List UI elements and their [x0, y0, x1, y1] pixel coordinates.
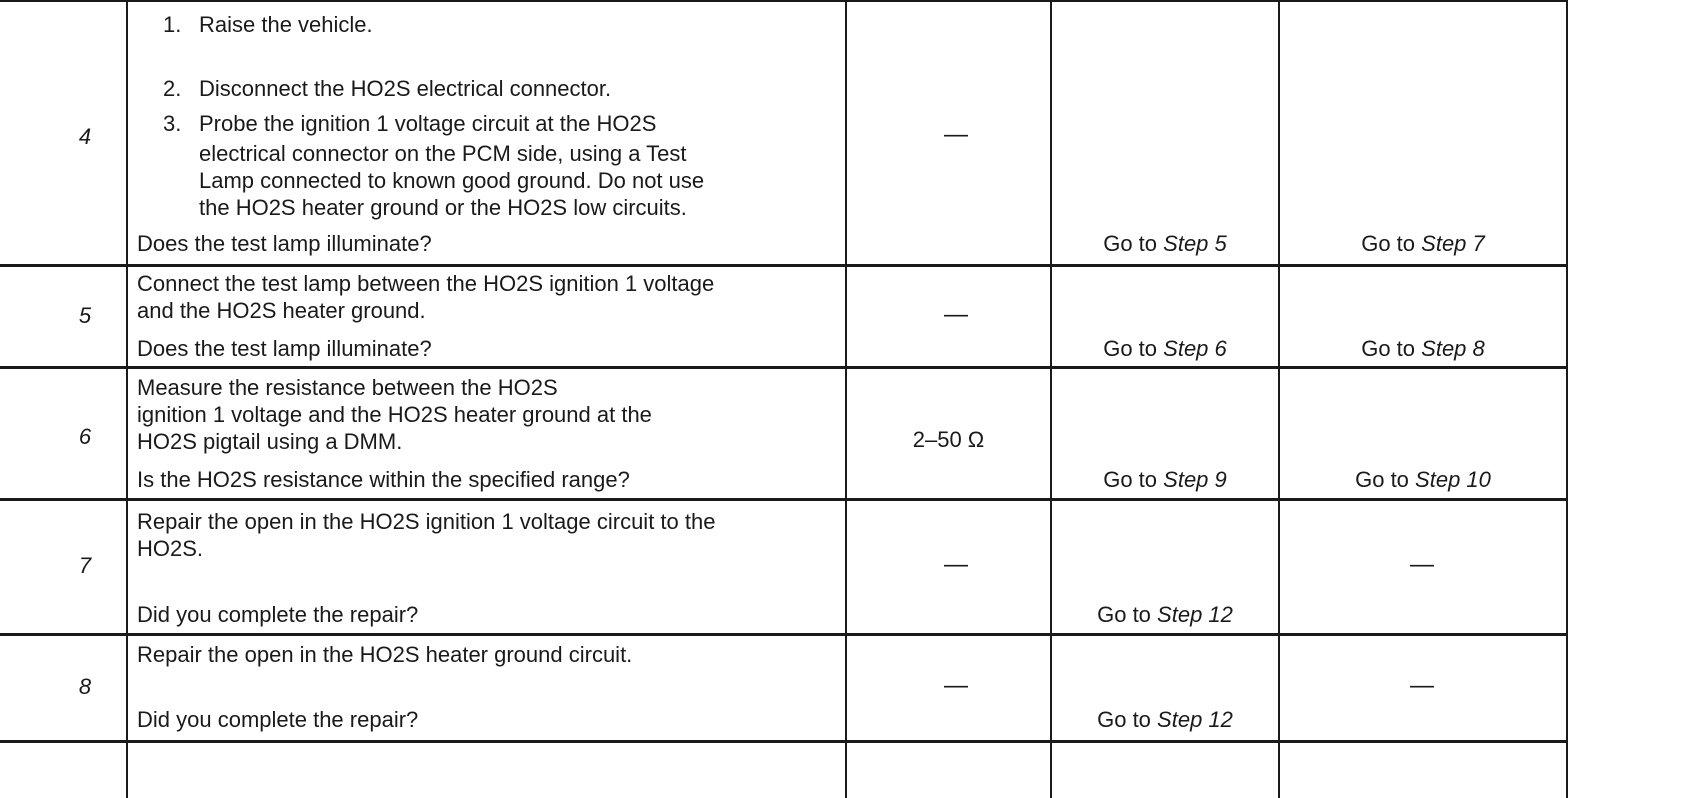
goto-step: Step 7: [1421, 231, 1485, 256]
value-cell: 2–50 Ω: [912, 427, 985, 452]
goto-prefix: Go to: [1361, 231, 1416, 256]
no-action: —: [1410, 672, 1434, 699]
no-action: [1280, 231, 1566, 256]
description-line: and the HO2S heater ground.: [137, 298, 426, 323]
description-line: Connect the test lamp between the HO2S ignition 1 voltage: [137, 271, 715, 296]
substep-text: electrical connector on the PCM side, using a Test: [199, 141, 687, 166]
substep-text: Raise the vehicle.: [199, 12, 373, 37]
substep-text: the HO2S heater ground or the HO2S low circuits.: [199, 195, 687, 220]
goto-step: Step 9: [1163, 467, 1227, 492]
value-cell: —: [944, 672, 968, 699]
substep-text: Probe the ignition 1 voltage circuit at the HO2S: [199, 111, 657, 136]
row-divider: [0, 740, 1568, 743]
substep: [163, 76, 611, 101]
value-cell: —: [944, 301, 968, 328]
goto-prefix: Go to: [1097, 602, 1151, 627]
substep-number: 2.: [163, 76, 182, 101]
yes-action: [1052, 336, 1278, 361]
goto-prefix: Go to: [1103, 336, 1158, 361]
no-action: [1280, 336, 1566, 361]
goto-step: Step 8: [1421, 336, 1485, 361]
row-divider: [0, 633, 1568, 636]
goto-step: Step 12: [1157, 707, 1233, 732]
goto-step: Step 12: [1157, 602, 1233, 627]
column-divider: [845, 0, 847, 798]
column-divider: [1050, 0, 1052, 798]
description-line: HO2S pigtail using a DMM.: [137, 429, 403, 454]
question-text: Did you complete the repair?: [137, 707, 419, 732]
substep-number: 3.: [163, 111, 182, 136]
goto-prefix: Go to: [1355, 467, 1409, 492]
question-text: Did you complete the repair?: [137, 602, 419, 627]
substep: [163, 12, 373, 37]
row-divider: [0, 498, 1568, 501]
column-divider: [1278, 0, 1280, 798]
column-divider: [126, 0, 128, 798]
value-cell: —: [944, 121, 968, 148]
row-divider: [0, 366, 1568, 369]
substep-text: Disconnect the HO2S electrical connector.: [199, 76, 612, 101]
value-cell: —: [944, 551, 968, 578]
table-border-top: [0, 0, 1568, 2]
row-divider: [0, 264, 1568, 267]
step-number: 5: [78, 303, 92, 328]
substep: [163, 111, 656, 136]
substep-text: Lamp connected to known good ground. Do not use: [199, 168, 705, 193]
step-number: 6: [78, 424, 92, 449]
yes-action: [1052, 467, 1278, 492]
goto-prefix: Go to: [1103, 467, 1158, 492]
question-text: Is the HO2S resistance within the specified range?: [137, 467, 630, 492]
question-text: Does the test lamp illuminate?: [137, 336, 432, 361]
description-line: HO2S.: [137, 536, 204, 561]
goto-step: Step 6: [1163, 336, 1227, 361]
no-action: [1280, 467, 1566, 492]
goto-step: Step 10: [1415, 467, 1491, 492]
description-line: Repair the open in the HO2S heater ground circuit.: [137, 642, 633, 667]
yes-action: [1052, 231, 1278, 256]
description-line: Measure the resistance between the HO2S: [137, 375, 558, 400]
description-line: ignition 1 voltage and the HO2S heater ground at the: [137, 402, 652, 427]
description-line: Repair the open in the HO2S ignition 1 voltage circuit to the: [137, 509, 716, 534]
step-number: 4: [78, 124, 92, 149]
goto-prefix: Go to: [1361, 336, 1416, 361]
step-number: 7: [78, 553, 92, 578]
substep-number: 1.: [163, 12, 182, 37]
goto-prefix: Go to: [1097, 707, 1151, 732]
no-action: —: [1410, 551, 1434, 578]
yes-action: [1052, 707, 1278, 732]
question-text: Does the test lamp illuminate?: [137, 231, 432, 256]
goto-prefix: Go to: [1103, 231, 1158, 256]
yes-action: [1052, 602, 1278, 627]
column-divider: [1566, 0, 1568, 798]
step-number: 8: [78, 674, 92, 699]
goto-step: Step 5: [1163, 231, 1227, 256]
